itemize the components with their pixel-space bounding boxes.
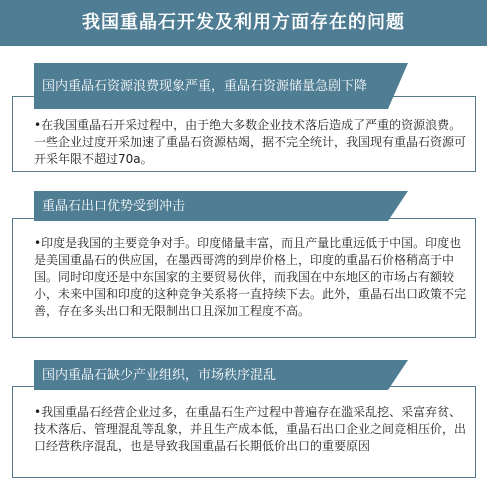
section-body-2: •印度是我国的主要竞争对手。印度储量丰富，而且产量比重远低于中国。印度也是美国重晶石的供应国，在墨西哥湾的到岸价格上，印度的重晶石价格稍高于中国。同时印度还是中东国家的主要贸易伙伴，而我国在中东地区的市场占有额较小，未来中国和印度的这种竞争关系将一直持续下去。此外，重晶石出口政策不完善，存在多头出口和无限制出口且深加工程度不高。 [34, 236, 467, 318]
section-heading-3: 国内重晶石缺少产业组织，市场秩序混乱 [34, 360, 388, 390]
section-heading-2: 重晶石出口优势受到冲击 [34, 191, 388, 221]
section-body-3: •我国重晶石经营企业过多，在重晶石生产过程中普遍存在滥采乱挖、采富弃贫、技术落后、管理混乱等乱象，并且生产成本低，重晶石出口企业之间竞相压价，出口经营秩序混乱，也是导致我国重晶石长期低价出口的重要原因 [34, 405, 467, 453]
page-title: 我国重晶石开发及利用方面存在的问题 [0, 0, 487, 46]
section-body-1: •在我国重晶石开采过程中，由于绝大多数企业技术落后造成了严重的资源浪费。一些企业过度开采加速了重晶石资源枯竭，据不完全统计，我国现有重晶石资源可开采年限不超过70a。 [34, 118, 467, 166]
section-heading-1: 国内重晶石资源浪费现象严重，重晶石资源储量急剧下降 [34, 63, 388, 109]
